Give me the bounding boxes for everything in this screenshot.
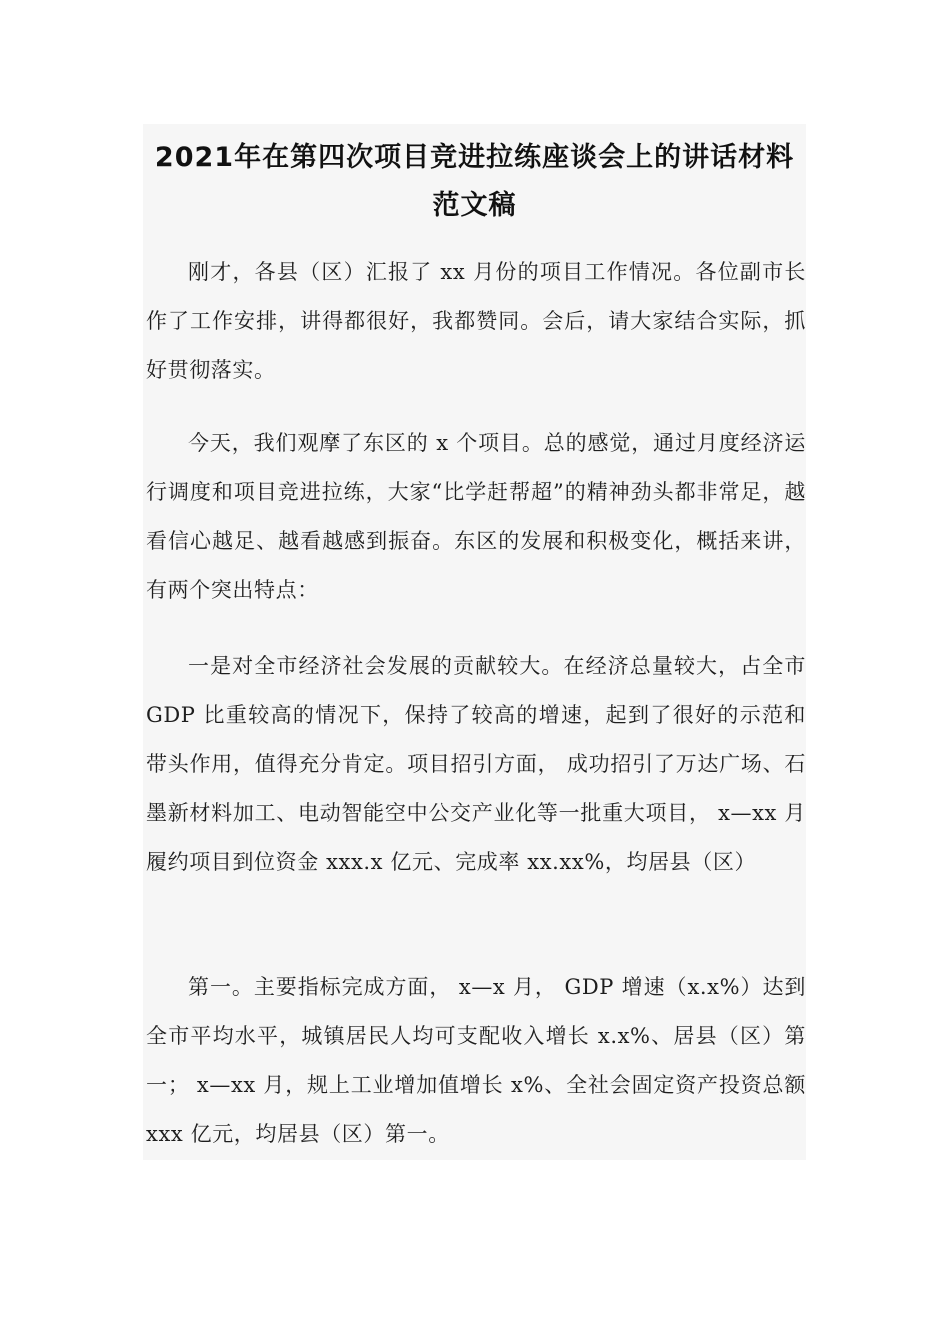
- paragraph-1: 刚才，各县（区）汇报了 xx 月份的项目工作情况。各位副市长作了工作安排，讲得都很好，我都赞同。会后，请大家结合实际，抓好贯彻落实。: [146, 260, 806, 382]
- paragraph-4: 第一。主要指标完成方面， x—x 月， GDP 增速（x.x%）达到全市平均水平，城镇居民人均可支配收入增长 x.x%、居县（区）第一； x—xx 月，规上工业增加值增长 x%、全社会固定资产投资总额 xxx 亿元，均居县（区）第一。: [146, 975, 806, 1146]
- paragraph-3: 一是对全市经济社会发展的贡献较大。在经济总量较大，占全市 GDP 比重较高的情况下，保持了较高的增速，起到了很好的示范和带头作用，值得充分肯定。项目招引方面， 成功招引了万达广场、石墨新材料加工、电动智能空中公交产业化等一批重大项目， x—xx 月履约项目到位资金 xxx.x 亿元、完成率 xx.xx%，均居县（区）: [146, 654, 806, 874]
- document-title-line-2: 范文稿: [432, 190, 517, 221]
- paragraph-2: 今天，我们观摩了东区的 x 个项目。总的感觉，通过月度经济运行调度和项目竞进拉练，大家“比学赶帮超”的精神劲头都非常足，越看信心越足、越看越感到振奋。东区的发展和积极变化，概括来讲，有两个突出特点：: [146, 431, 806, 602]
- document-title-line-1: 2021年在第四次项目竞进拉练座谈会上的讲话材料: [154, 142, 795, 173]
